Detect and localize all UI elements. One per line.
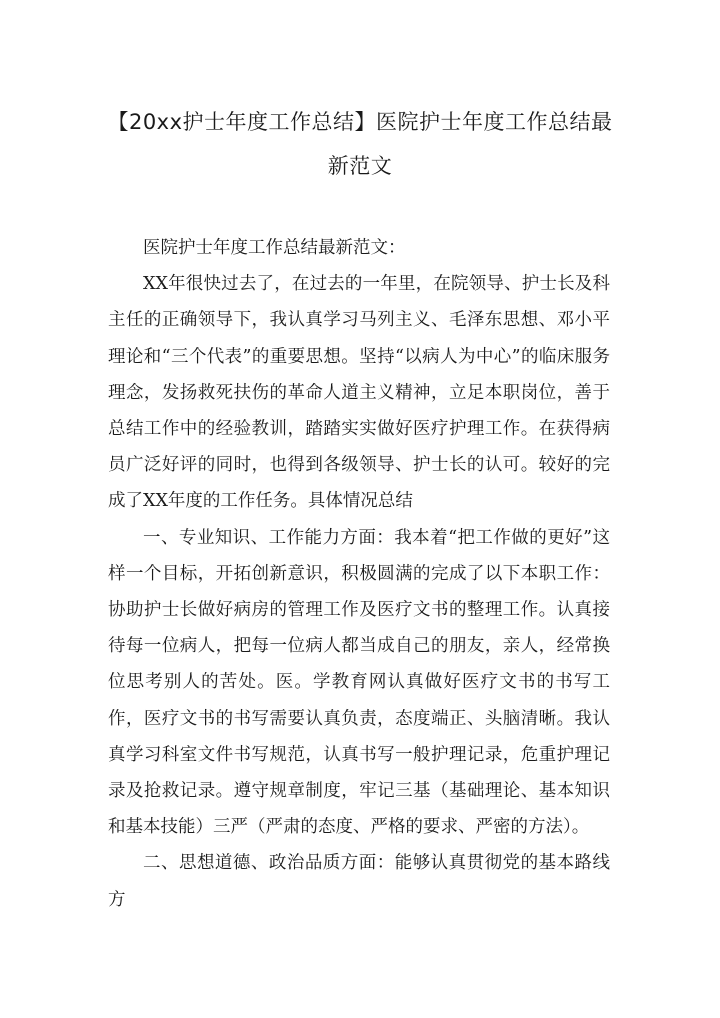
document-body bbox=[108, 230, 610, 918]
paragraph-section-one: 一、专业知识、工作能力方面：我本着“把工作做的更好”这样一个目标，开拓创新意识，积极圆满的完成了以下本职工作：协助护士长做好病房的管理工作及医疗文书的整理工作。认真接待每一位病人，把每一位病人都当成自己的朋友，亲人，经常换位思考别人的苦处。医。学教育网认真做好医疗文书的书写工作，医疗文书的书写需要认真负责，态度端正、头脑清晰。我认真学习科室文件书写规范，认真书写一般护理记录，危重护理记录及抢救记录。遵守规章制度，牢记三基（基础理论、基本知识和基本技能）三严（严肃的态度、严格的要求、严密的方法）。 bbox=[108, 527, 610, 838]
paragraph-heading: 医院护士年度工作总结最新范文： bbox=[143, 238, 406, 258]
paragraph-section-two: 二、思想道德、政治品质方面：能够认真贯彻党的基本路线方 bbox=[108, 853, 610, 910]
document-title: 【20xx护士年度工作总结】医院护士年度工作总结最新范文 bbox=[107, 110, 613, 178]
paragraph-intro: XX年很快过去了，在过去的一年里，在院领导、护士长及科主任的正确领导下，我认真学习马列主义、毛泽东思想、邓小平理论和“三个代表”的重要思想。坚持“以病人为中心”的临床服务理念，发扬救死扶伤的革命人道主义精神，立足本职岗位，善于总结工作中的经验教训，踏踏实实做好医疗护理工作。在获得病员广泛好评的同时，也得到各级领导、护士长的认可。较好的完成了XX年度的工作任务。具体情况总结 bbox=[108, 274, 610, 512]
